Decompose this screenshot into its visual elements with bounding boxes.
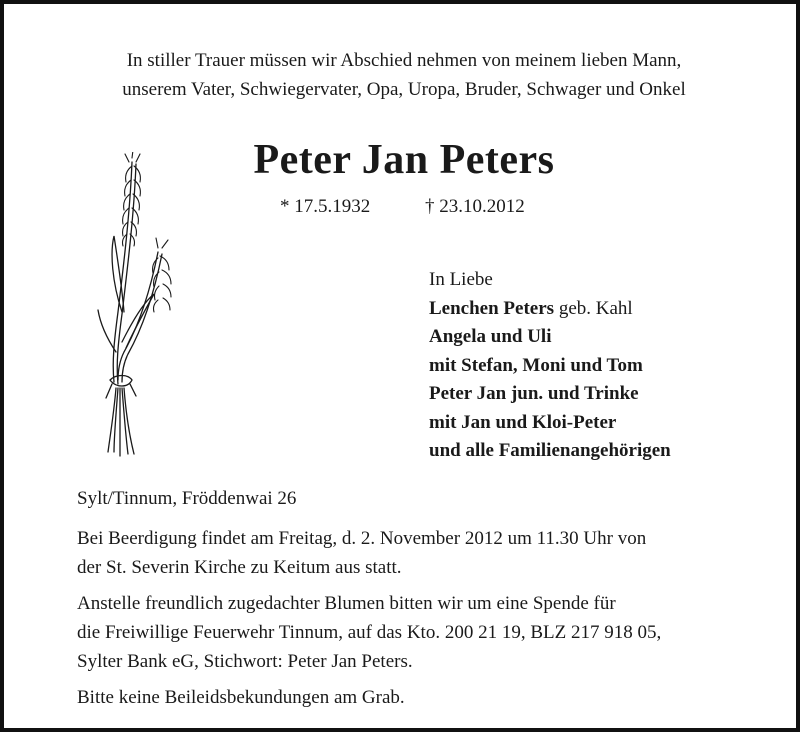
donation-line-2: die Freiwillige Feuerwehr Tinnum, auf das Kto. 200 21 19, BLZ 217 918 05, <box>77 622 662 643</box>
funeral-line-1: Bei Beerdigung findet am Freitag, d. 2. November 2012 um 11.30 Uhr von <box>77 528 647 549</box>
donation-line-3: Sylter Bank eG, Stichwort: Peter Jan Peters. <box>77 651 413 672</box>
signature-line: mit Stefan, Moni und Tom <box>429 354 643 376</box>
intro-text <box>4 46 800 104</box>
signature-line: Peter Jan jun. und Trinke <box>429 383 639 404</box>
closing-line: Bitte keine Beileidsbekundungen am Grab. <box>77 687 405 708</box>
intro-line-1: In stiller Trauer müssen wir Abschied nehmen von meinem lieben Mann, <box>126 50 682 71</box>
signature-line: Angela und Uli <box>429 326 552 347</box>
funeral-line-2: der St. Severin Kirche zu Keitum aus statt. <box>77 557 402 578</box>
birth-date: * 17.5.1932 <box>280 196 371 217</box>
signature-block <box>429 266 671 466</box>
donation-notice <box>77 589 661 676</box>
spouse-name: Lenchen Peters <box>429 297 555 319</box>
intro-line-2: unserem Vater, Schwiegervater, Opa, Uropa, Bruder, Schwager und Onkel <box>122 79 686 100</box>
signature-line: und alle Familienangehörigen <box>429 440 671 461</box>
address-line: Sylt/Tinnum, Fröddenwai 26 <box>77 488 297 509</box>
funeral-notice <box>77 524 646 582</box>
signature-intro: In Liebe <box>429 269 493 290</box>
address <box>77 484 296 513</box>
wheat-icon <box>92 152 182 462</box>
closing-note <box>77 683 405 712</box>
signature-line: mit Jan und Kloi-Peter <box>429 411 617 433</box>
spouse-maiden-name: geb. Kahl <box>554 297 633 319</box>
signature-line-spouse <box>429 295 671 324</box>
death-date: † 23.10.2012 <box>425 196 525 217</box>
donation-line-1: Anstelle freundlich zugedachter Blumen bitten wir um eine Spende für <box>77 593 616 614</box>
deceased-name: Peter Jan Peters <box>253 137 555 183</box>
